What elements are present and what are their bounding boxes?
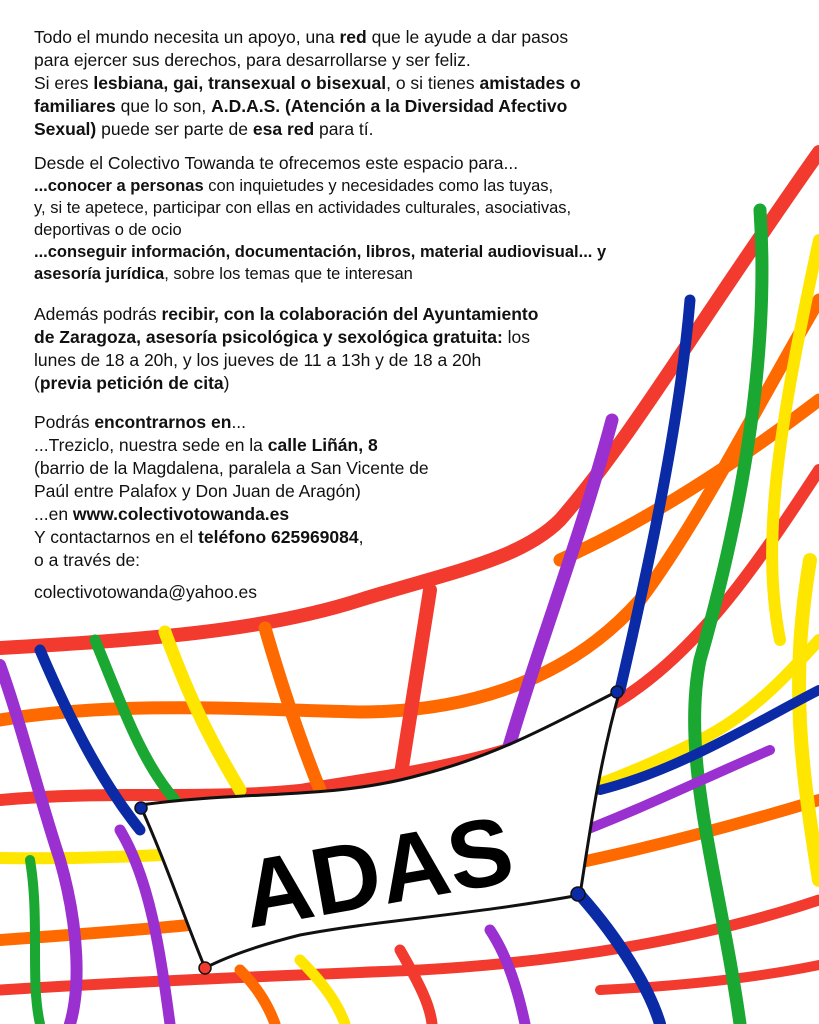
phone-number[interactable]: teléfono 625969084 — [198, 527, 359, 547]
intro-bold: Sexual) — [34, 119, 97, 139]
intro-bold: lesbiana, gai, transexual o bisexual — [93, 73, 387, 93]
email-link[interactable]: colectivotowanda@yahoo.es — [34, 582, 258, 602]
service-text: ) — [223, 373, 230, 393]
banner-pin-top-right — [611, 686, 623, 698]
email-line — [34, 581, 257, 604]
intro-text: Todo el mundo necesita un apoyo, una — [34, 27, 340, 47]
service-text: Además podrás — [34, 304, 162, 324]
contact-text: ...Treziclo, nuestra sede en la — [34, 435, 268, 455]
intro-text: que lo son, — [115, 96, 212, 116]
intro-text: para tí. — [314, 119, 374, 139]
net-strand-blue — [40, 650, 140, 830]
offer-text: Desde el Colectivo Towanda te ofrecemos este espacio para... — [34, 153, 519, 173]
service-paragraph — [34, 303, 634, 395]
contact-text: (barrio de la Magdalena, paralela a San Vicente de — [34, 458, 429, 478]
contact-bold: encontrarnos en — [94, 412, 232, 432]
intro-bold: red — [339, 27, 367, 47]
service-bold: de Zaragoza, asesoría psicológica y sexológica gratuita: — [34, 327, 503, 347]
intro-bold: A.D.A.S. (Atención a la Diversidad Afectivo — [211, 96, 568, 116]
intro-bold: familiares — [34, 96, 116, 116]
website-link[interactable]: www.colectivotowanda.es — [72, 504, 290, 524]
service-bold: previa petición de cita — [39, 373, 224, 393]
net-strand-lower-red — [400, 950, 432, 1024]
service-text: ( — [34, 373, 40, 393]
intro-text: puede ser parte de — [96, 119, 253, 139]
offer-text: deportivas o de ocio — [34, 221, 182, 239]
intro-bold: amistades o — [479, 73, 581, 93]
contact-text: Podrás — [34, 412, 95, 432]
offer-text: con inquietudes y necesidades como las tuyas, — [203, 177, 554, 195]
contact-text: , — [358, 527, 364, 547]
net-strand-lower-blue — [580, 895, 660, 1024]
contact-text: ...en — [34, 504, 73, 524]
banner-pin-bottom-left — [199, 962, 211, 974]
offer-bold: ...conseguir información, documentación, libros, material audiovisual... y — [34, 243, 607, 261]
banner-pin-top-left — [135, 802, 147, 814]
intro-paragraph — [34, 26, 674, 141]
service-bold: recibir, con la colaboración del Ayuntamiento — [161, 304, 539, 324]
intro-text: Si eres — [34, 73, 94, 93]
net-strand-yellow-3 — [799, 560, 819, 880]
intro-bold: esa red — [252, 119, 315, 139]
service-text: los — [502, 327, 531, 347]
contact-text: o a través de: — [34, 550, 141, 570]
intro-text: que le ayude a dar pasos — [366, 27, 569, 47]
offer-paragraph — [34, 152, 674, 285]
service-text: lunes de 18 a 20h, y los jueves de 11 a 13h y de 18 a 20h — [34, 350, 482, 370]
banner-title: ADAS — [234, 796, 521, 949]
banner-pin-bottom-right — [571, 887, 585, 901]
offer-text: , sobre los temas que te interesan — [164, 265, 413, 283]
net-strand-red-v2 — [400, 590, 430, 780]
contact-text: Paúl entre Palafox y Don Juan de Aragón) — [34, 481, 361, 501]
offer-bold: asesoría jurídica — [34, 265, 165, 283]
net-strand-lower-purple-2 — [490, 930, 525, 1024]
offer-text: y, si te apetece, participar con ellas en actividades culturales, asociativas, — [34, 199, 572, 217]
net-strand-green-2 — [695, 210, 762, 1024]
contact-paragraph — [34, 411, 534, 572]
contact-text: ... — [231, 412, 247, 432]
contact-text: Y contactarnos en el — [34, 527, 199, 547]
intro-text: , o si tienes — [386, 73, 480, 93]
offer-bold: ...conocer a personas — [34, 177, 204, 195]
net-strand-lower-green — [30, 860, 40, 1024]
address: calle Liñán, 8 — [267, 435, 378, 455]
intro-text: para ejercer sus derechos, para desarrollarse y ser feliz. — [34, 50, 471, 70]
